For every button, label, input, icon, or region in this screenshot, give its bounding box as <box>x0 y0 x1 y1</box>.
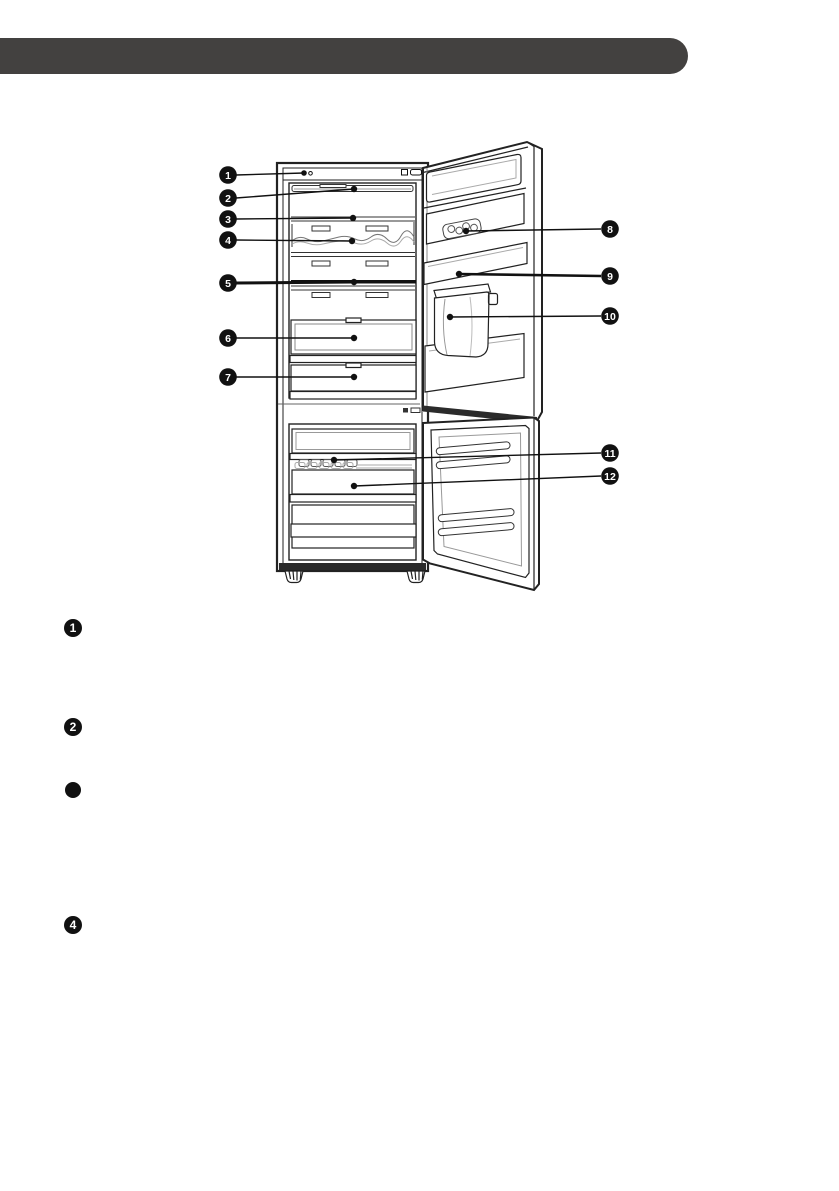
callout-2-label: 2 <box>225 193 231 205</box>
callout-5-label: 5 <box>225 278 231 290</box>
callout-9-label: 9 <box>607 271 613 283</box>
callout-12-label: 12 <box>604 471 616 483</box>
callout-3-label: 3 <box>225 214 231 226</box>
callout-10-label: 10 <box>604 311 616 323</box>
callout-7-label: 7 <box>225 372 231 384</box>
legend-marker-4: 4 <box>64 916 82 934</box>
legend-marker-2: 2 <box>64 718 82 736</box>
callout-11-label: 11 <box>604 448 616 460</box>
callout-8-label: 8 <box>607 224 613 236</box>
callout-4-label: 4 <box>225 235 231 247</box>
callout-6-label: 6 <box>225 333 231 345</box>
legend-marker-1: 1 <box>64 619 82 637</box>
callout-1-label: 1 <box>225 170 231 182</box>
legend-marker-filled-dot <box>65 782 81 798</box>
